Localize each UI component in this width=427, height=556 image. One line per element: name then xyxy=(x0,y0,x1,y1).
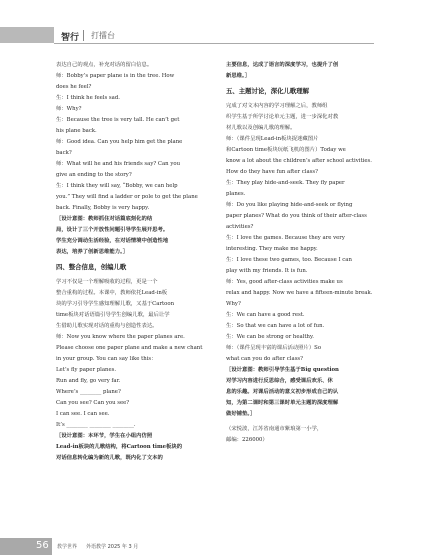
design-note-line: Lead-in板块的儿歌结构，将Cartoon time板块的 xyxy=(56,444,183,450)
text-line: activities? xyxy=(226,224,254,230)
text-line: 师：Good idea. Can you help him get the plane xyxy=(56,139,183,145)
column-title: 打擂台 xyxy=(91,31,115,40)
text-line: 生：We can have a good rest. xyxy=(226,312,305,318)
page-number-box xyxy=(0,538,52,555)
section-title: 智行 xyxy=(61,33,80,43)
header-divider xyxy=(83,30,84,41)
text-line: 师：Why? xyxy=(56,106,82,112)
text-line: 学习不仅是一个理解吸收的过程，更是一个 xyxy=(56,279,158,285)
header-rule xyxy=(54,43,374,44)
text-line: planes. xyxy=(226,191,246,197)
text-line: It’s ________ ________ ________. xyxy=(56,422,136,428)
design-note-line: 表达，培养了创新思维能力。］ xyxy=(56,249,129,255)
text-line: 材儿歌以及创编儿歌的理解。 xyxy=(226,125,296,131)
design-note-line: ［设计意图：教师抓住对话篇底刻化的结 xyxy=(56,216,153,222)
text-line: 生：I love the games. Because they are very xyxy=(226,235,345,241)
text-line: play with my friends. It is fun. xyxy=(226,268,308,274)
issue-info: 外语教学 2025 年 3 月 xyxy=(86,544,139,550)
text-line: 整合重构的过程。本课中，教师依托Lead-in板 xyxy=(56,290,168,296)
text-line: relax and happy. Now we have a fifteen-minute break. xyxy=(226,290,373,296)
text-line: 完成了对文本内容的学习理解之后，教师组 xyxy=(226,103,328,109)
text-line: I can see. I can see. xyxy=(56,411,110,417)
text-line: 生：Because the tree is very tall. He can’t get xyxy=(56,117,180,123)
text-line: does he feel? xyxy=(56,84,92,90)
design-note-line: ［设计意图：本环节，学生在小组内仿照 xyxy=(56,433,153,439)
section-heading: 五、主题讨论，深化儿歌理解 xyxy=(226,87,310,95)
design-note-line: 学生充分调动生活经验，在对话情境中创造性地 xyxy=(56,238,169,244)
design-note-line: 知，为第二课时和第三课时单元主题的深度理解 xyxy=(226,400,339,406)
text-line: in your group. You can say like this： xyxy=(56,356,157,362)
design-note-line: 对学习内容进行反思综合，感受课后欢乐、休 xyxy=(226,378,333,384)
text-line: 师：Now you know where the paper planes are. xyxy=(56,334,185,340)
design-note-line: 主要信息，达成了语言的深度学习，也提升了创 xyxy=(226,62,339,68)
text-line: 生：I think they will say, “Bobby, we can help xyxy=(56,183,178,189)
text-line: you.” They will find a ladder or pole to get the plane xyxy=(56,194,198,200)
text-line: How do they have fun after class? xyxy=(226,169,318,175)
design-note-line: 做好铺垫。］ xyxy=(226,411,256,417)
text-line: 生：I love these two games, too. Because I can xyxy=(226,257,352,263)
text-line: paper planes? What do you think of their after-class xyxy=(226,213,367,219)
text-line: give an ending to the story? xyxy=(56,172,132,178)
text-line: back. Finally, Bobby is very happy. xyxy=(56,205,150,211)
text-line: 师：Yes, good after-class activities make us xyxy=(226,279,343,285)
text-line: 师：（课件呈现丰富的课后活动照片）So xyxy=(226,345,322,351)
text-line: 师：Bobby’s paper plane is in the tree. How xyxy=(56,73,175,79)
right-text-column xyxy=(226,60,398,446)
design-note-line: 息的乐趣。对课后活动的意义初步形成自己的认 xyxy=(226,389,339,395)
text-line: Where’s ________ plane? xyxy=(56,389,121,395)
design-note-line: ［设计意图：教师引导学生基于Big question xyxy=(226,367,339,373)
text-line: know a lot about the children’s after school activities. xyxy=(226,158,372,164)
text-line: 生：We can be strong or healthy. xyxy=(226,334,314,340)
text-line: 和Cartoon time板块玩纸飞机的图片）Today we xyxy=(226,147,346,153)
text-line: 生借助儿歌实现对话的重构与创造性表达。 xyxy=(56,323,158,329)
text-line: 师：（课件呈现Lead-in板块捉迷藏图片 xyxy=(226,136,319,142)
magazine-name: 教学世界 xyxy=(57,544,78,550)
design-note-line: 局，设计了三个开放性问题引导学生展开思考。 xyxy=(56,227,169,233)
text-line: interesting. They make me happy. xyxy=(226,246,318,252)
text-line: Why? xyxy=(226,301,241,307)
text-line: 邮编：226000） xyxy=(226,437,268,443)
page-header xyxy=(0,0,427,44)
text-line: back? xyxy=(56,150,72,156)
text-line: time板块对话语篇引导学生创编儿歌，最后让学 xyxy=(56,312,170,318)
text-line: 师：Do you like playing hide-and-seek or flying xyxy=(226,202,353,208)
page-footer xyxy=(0,538,427,556)
header-accent-bar xyxy=(0,27,54,43)
text-line: （宋悦波，江苏省南通市紫琅第一小学， xyxy=(226,426,323,432)
page-number: 56 xyxy=(36,540,49,551)
text-line: what can you do after class? xyxy=(226,356,304,362)
text-line: Please choose one paper plane and make a new chant xyxy=(56,345,203,351)
text-line: 生：I think he feels sad. xyxy=(56,95,120,101)
text-line: Let’s fly paper planes. xyxy=(56,367,117,373)
text-line: 生：They play hide-and-seek. They fly paper xyxy=(226,180,345,186)
text-line: his plane back. xyxy=(56,128,97,134)
left-text-column xyxy=(56,60,228,464)
text-line: 师：What will he and his friends say? Can you xyxy=(56,161,181,167)
text-line: Run and fly, go very far. xyxy=(56,378,121,384)
text-line: Can you see? Can you see? xyxy=(56,400,130,406)
design-note-line: 对话信息转化编为新的儿歌，既内化了文本的 xyxy=(56,455,163,461)
design-note-line: 新思维。］ xyxy=(226,73,251,79)
section-heading: 四、整合信息，创编儿歌 xyxy=(56,263,127,271)
text-line: 织学生基于所学讨论单元主题，进一步深化对教 xyxy=(226,114,339,120)
text-line: 生：So that we can have a lot of fun. xyxy=(226,323,325,329)
text-line: 块的学习引导学生感知理解儿歌，又基于Cartoon xyxy=(56,301,175,307)
text-line: 表达自己的观点，补充对话的留白信息。 xyxy=(56,62,153,68)
